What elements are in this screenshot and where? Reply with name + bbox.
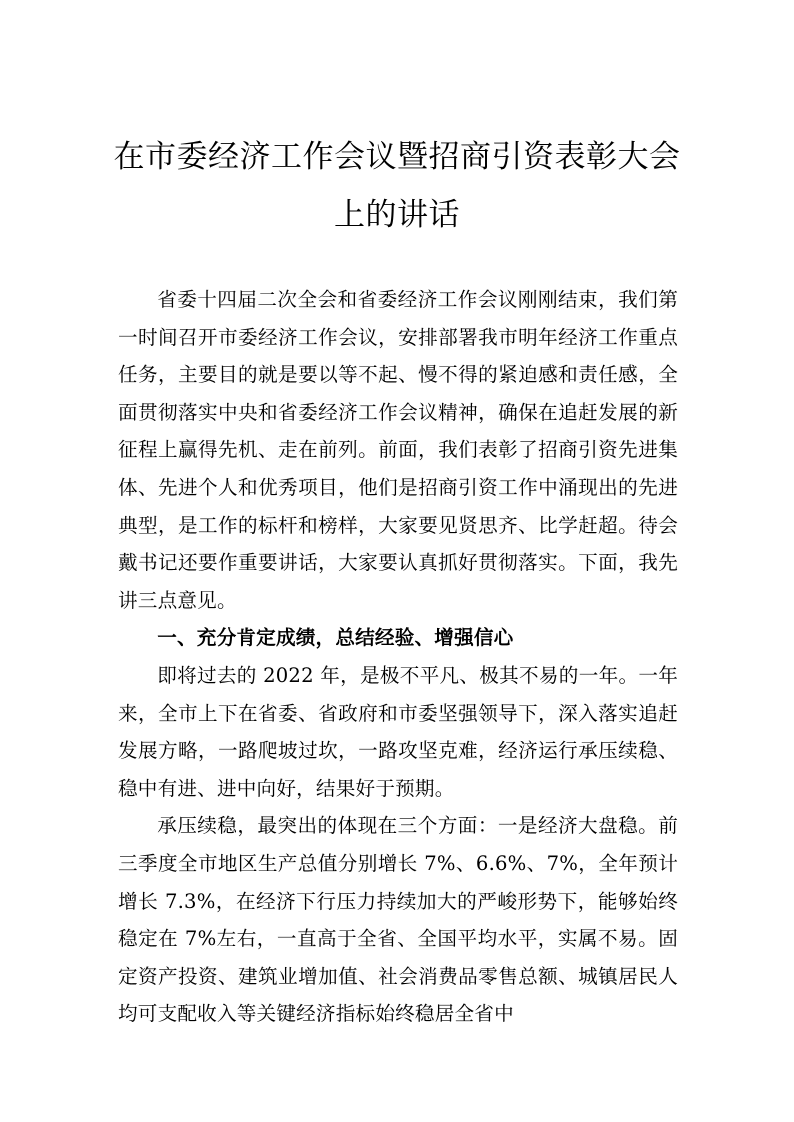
paragraph-stability: 承压续稳，最突出的体现在三个方面：一是经济大盘稳。前三季度全市地区生产总值分别增长 7%、6.6%、7%，全年预计增长 7.3%，在经济下行压力持续加大的严峻形势下，能够始终稳定在 7%左右，一直高于全省、全国平均水平，实属不易。固定资产投资、建筑业增加值、社会消费品零售总额、城镇居民人均可支配收入等关键经济指标始终稳居全省中 [118, 814, 678, 1026]
document-body [118, 281, 678, 1033]
paragraph-year-review: 即将过去的 2022 年，是极不平凡、极其不易的一年。一年来，全市上下在省委、省政府和市委坚强领导下，深入落实追赶发展方略，一路爬坡过坎，一路攻坚克难，经济运行承压续稳、稳中有进、进中向好，结果好于预期。 [118, 663, 678, 800]
section-heading-1: 一、充分肯定成绩，总结经验、增强信心 [157, 626, 514, 650]
title-line-1: 在市委经济工作会议暨招商引资表彰大会 [113, 139, 681, 175]
paragraph-intro: 省委十四届二次全会和省委经济工作会议刚刚结束，我们第一时间召开市委经济工作会议，安排部署我市明年经济工作重点任务，主要目的就是要以等不起、慢不得的紧迫感和责任感，全面贯彻落实中央和省委经济工作会议精神，确保在追赶发展的新征程上赢得先机、走在前列。前面，我们表彰了招商引资先进集体、先进个人和优秀项目，他们是招商引资工作中涌现出的先进典型，是工作的标杆和榜样，大家要见贤思齐、比学赶超。待会戴书记还要作重要讲话，大家要认真抓好贯彻落实。下面，我先讲三点意见。 [118, 288, 678, 612]
title-line-2: 上的讲话 [334, 197, 460, 233]
document-title [100, 128, 694, 244]
